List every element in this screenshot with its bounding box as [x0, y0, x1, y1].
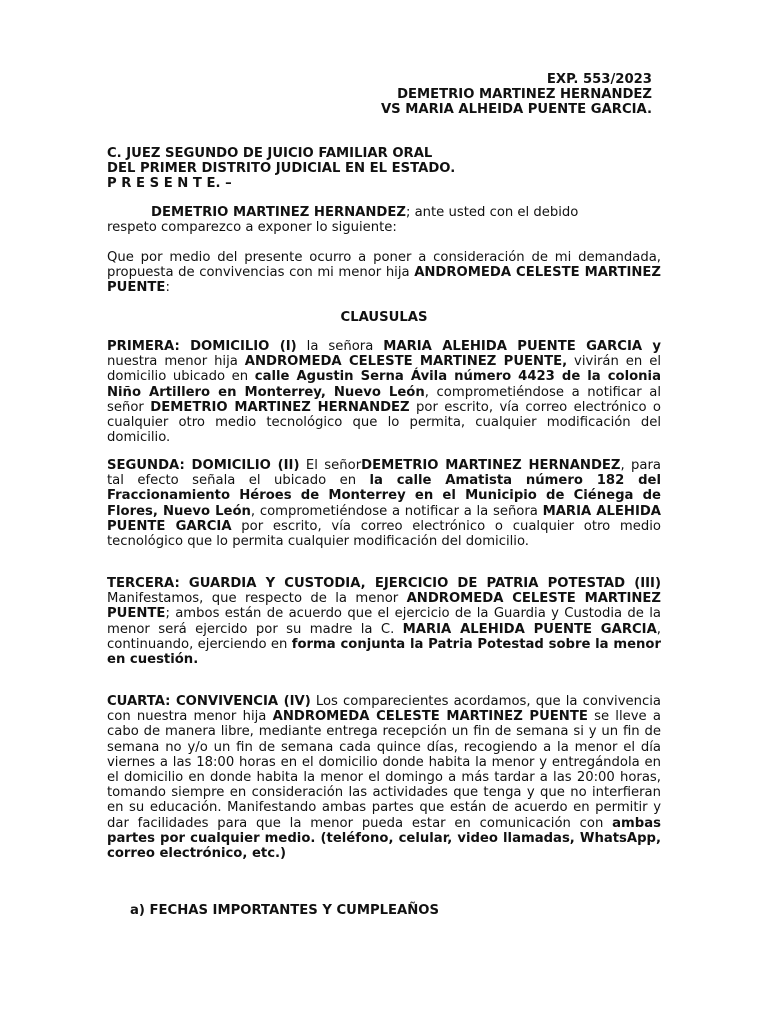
plaintiff-name: DEMETRIO MARTINEZ HERNANDEZ	[397, 87, 652, 103]
clause-tercera-heading: TERCERA: GUARDIA Y CUSTODIA, EJERCICIO DE PATRIA POTESTAD (III)	[107, 576, 661, 591]
clause-primera	[107, 339, 661, 445]
addressee-block	[107, 146, 455, 192]
clause-bold-text: ambas partes por cualquier medio. (teléfono, celular, video llamadas, WhatsApp, correo electrónico, etc.)	[107, 815, 661, 862]
clause-cuarta	[107, 694, 661, 861]
clause-primera-heading: PRIMERA: DOMICILIO (I)	[107, 339, 297, 354]
clause-bold-text: ANDROMEDA CELESTE MARTINEZ PUENTE	[107, 591, 661, 622]
clause-tercera	[107, 576, 661, 667]
clause-bold-text: ANDROMEDA CELESTE MARTINEZ PUENTE	[272, 709, 588, 725]
clause-text: la señora	[296, 339, 384, 354]
addressee-line-2: DEL PRIMER DISTRITO JUDICIAL EN EL ESTADO.	[107, 161, 456, 177]
clause-bold-text: ANDROMEDA CELESTE MARTINEZ PUENTE,	[244, 354, 568, 370]
clause-text: vivirán en el domicilio ubicado en	[107, 354, 661, 385]
clause-text: por escrito, vía correo electrónico o cualquier otro medio tecnológico que lo permita cualquier modificación del domicilio.	[107, 518, 661, 550]
child-name: ANDROMEDA CELESTE MARTINEZ PUENTE	[107, 265, 661, 296]
clause-bold-text: forma conjunta la Patria Potestad sobre la menor en cuestión.	[107, 636, 661, 668]
clause-text: Manifestamos, que respecto de la menor	[107, 591, 407, 607]
proposal-text: Que por medio del presente ocurro a poner a consideración de mi demandada, propuesta de convivencias con mi menor hija	[107, 250, 661, 281]
addressee-line-1: C. JUEZ SEGUNDO DE JUICIO FAMILIAR ORAL	[107, 146, 433, 161]
subsection-heading: a) FECHAS IMPORTANTES Y CUMPLEAÑOS	[130, 903, 439, 918]
clause-cuarta-heading: CUARTA: CONVIVENCIA (IV)	[107, 694, 311, 709]
clause-segunda	[107, 458, 661, 549]
clause-bold-text: calle Agustin Serna Ávila número 4423 de la colonia Niño Artillero en Monterrey, Nuevo León	[107, 369, 661, 400]
clause-bold-text: MARIA ALEHIDA PUENTE GARCIA	[402, 621, 657, 637]
intro-text-1: ; ante usted con el debido	[405, 205, 579, 220]
clause-text: nuestra menor hija	[107, 354, 245, 370]
clause-segunda-heading: SEGUNDA: DOMICILIO (II)	[107, 458, 300, 473]
clause-text: El señor	[299, 458, 362, 473]
clause-text: , continuando, ejerciendo en	[107, 621, 661, 652]
clause-text: se lleve a cabo de manera libre, mediante entrega recepción un fin de semana si y un fin de semana no y/o un fin de semana cada quince días, recogiendo a la menor el día viernes a las 18:00 horas en el domicilio donde habita la menor y entregándola en el domicilio en donde habita la menor el domingo a más tardar a las 20:00 horas, tomando siempre en consideración las actividades que tenga y que no interfieran en su educación. Manifestando ambas partes que están de acuerdo en permitir y dar facilidades para que la menor pueda estar en comunicación con	[107, 709, 661, 831]
proposal-paragraph	[107, 250, 661, 296]
clause-text: , comprometiéndose a notificar a la señora	[250, 503, 543, 519]
intro-name: DEMETRIO MARTINEZ HERNANDEZ	[151, 205, 406, 220]
clause-text: ; ambos están de acuerdo que el ejercicio de la Guardia y Custodia de la menor será ejercido por su madre la C.	[107, 606, 661, 637]
proposal-end: :	[165, 280, 170, 296]
case-header	[381, 72, 652, 118]
clause-bold-text: la calle Amatista número 182 del Fraccionamiento Héroes de Monterrey en el Municipio de Ciénega de Flores, Nuevo León	[107, 473, 661, 519]
clause-text: , para tal efecto señala el ubicado en	[107, 458, 662, 489]
case-number: EXP. 553/2023	[546, 72, 652, 87]
clause-bold-text: DEMETRIO MARTINEZ HERNANDEZ	[361, 458, 621, 473]
clause-text: , comprometiéndose a notificar al señor	[107, 384, 661, 415]
defendant-name: VS MARIA ALHEIDA PUENTE GARCIA.	[380, 102, 652, 118]
addressee-line-3: P R E S E N T E. –	[107, 176, 232, 192]
clause-text: por escrito, vía correo electrónico o cualquier otro medio tecnológico que lo permita, cualquier modificación del domicilio.	[107, 399, 661, 446]
clause-bold-text: MARIA ALEHIDA PUENTE GARCIA	[107, 503, 662, 534]
intro-line-1	[107, 205, 667, 220]
clause-bold-text: DEMETRIO MARTINEZ HERNANDEZ	[150, 399, 410, 415]
clause-text: Los comparecientes acordamos, que la convivencia con nuestra menor hija	[107, 694, 661, 725]
intro-paragraph	[107, 205, 667, 235]
clausulas-title: CLAUSULAS	[340, 310, 428, 325]
intro-line-2: respeto comparezco a exponer lo siguiente:	[107, 220, 397, 236]
clause-bold-text: MARIA ALEHIDA PUENTE GARCIA y	[383, 339, 662, 354]
